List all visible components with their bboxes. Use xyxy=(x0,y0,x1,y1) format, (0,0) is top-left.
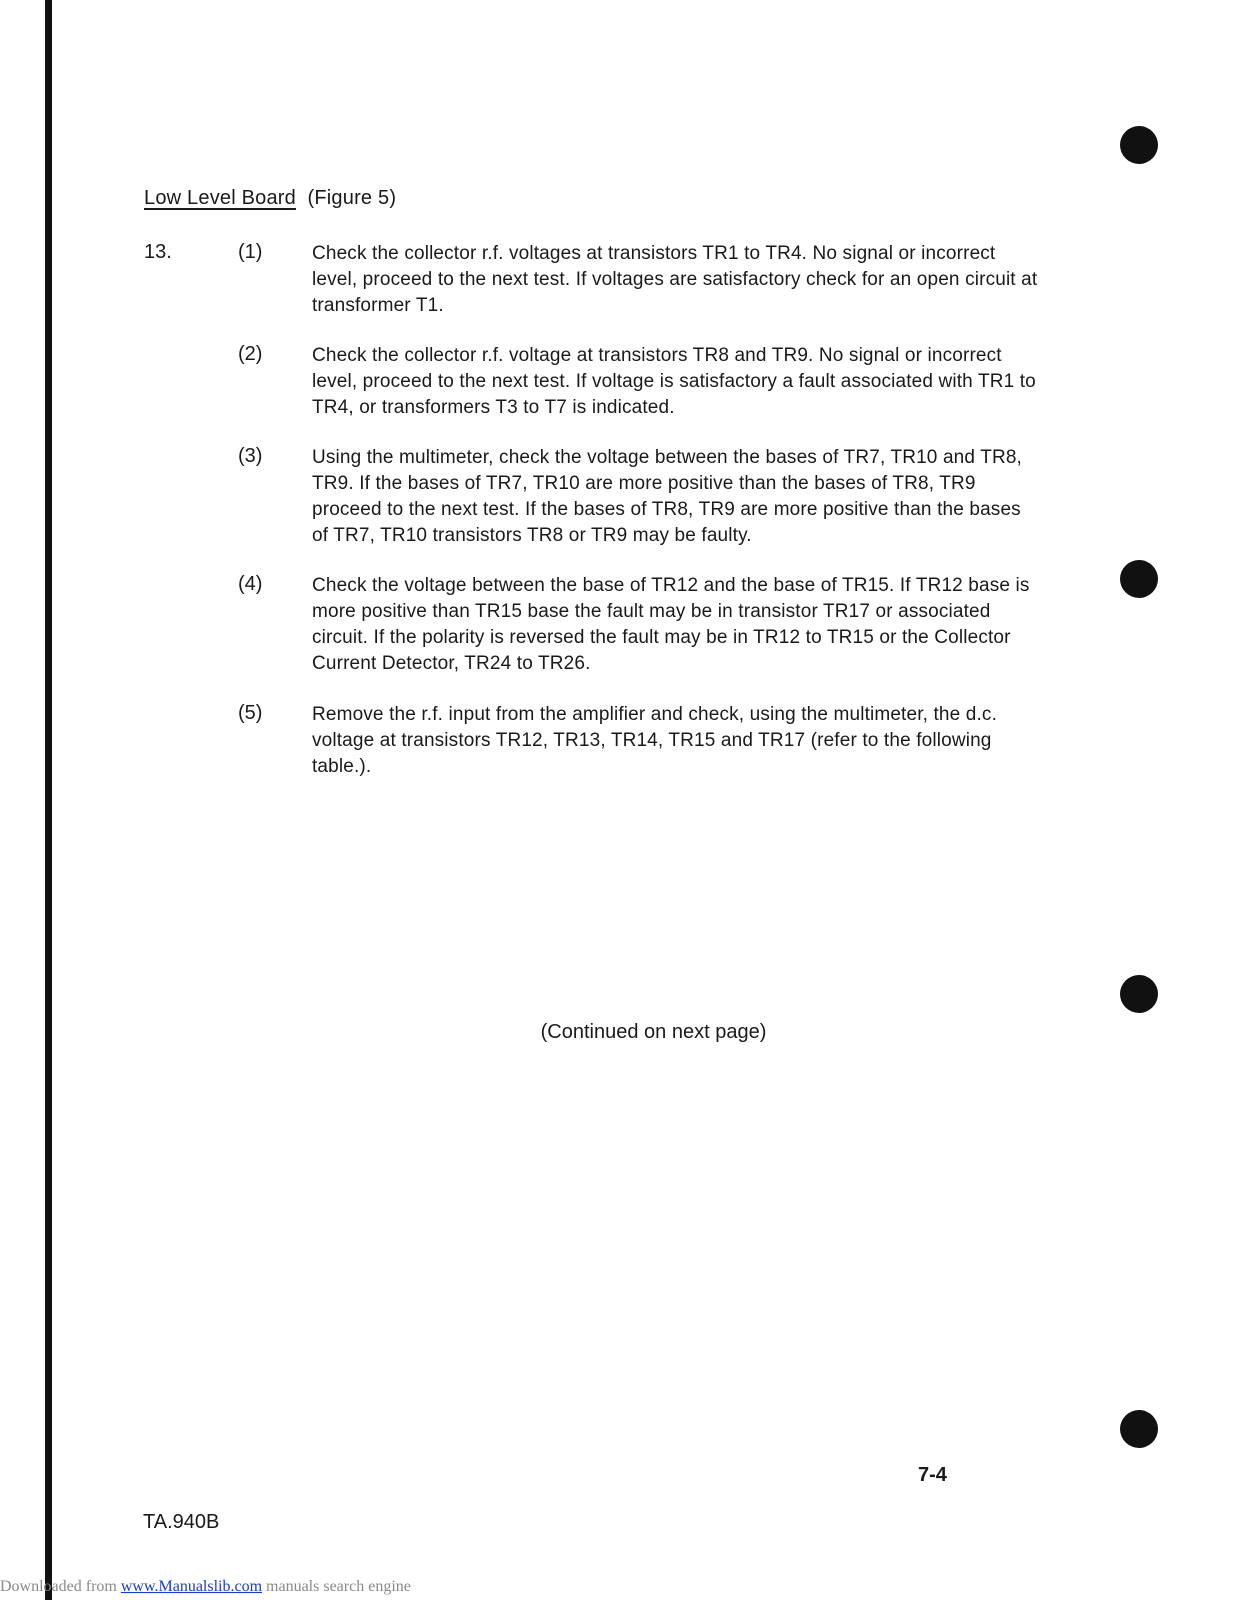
download-footer xyxy=(0,1578,411,1596)
item-number: (1) xyxy=(238,241,263,263)
item-text: Check the collector r.f. voltages at transistors TR1 to TR4. No signal or incorrect level, proceed to the next test. If voltages are satisfactory check for an open circuit at transformer T1. xyxy=(312,243,1038,316)
section-title: Low Level Board xyxy=(144,187,296,209)
footer-prefix: Downloaded from xyxy=(0,1578,121,1595)
item-number: (5) xyxy=(238,702,263,724)
punch-hole-2 xyxy=(1120,560,1158,598)
punch-hole-1 xyxy=(1120,126,1158,164)
footer-suffix: manuals search engine xyxy=(262,1578,411,1595)
binding-edge xyxy=(45,0,52,1600)
page-number: 7-4 xyxy=(918,1464,947,1486)
paragraph-number: 13. xyxy=(144,241,172,263)
item-number: (4) xyxy=(238,573,263,595)
figure-reference: (Figure 5) xyxy=(307,187,397,209)
item-text: Check the voltage between the base of TR12 and the base of TR15. If TR12 base is more positive than TR15 base the fault may be in transistor TR17 or associated circuit. If the polarity is reversed the fault may be in TR12 to TR15 or the Collector Current Detector, TR24 to TR26. xyxy=(312,575,1030,674)
manualslib-link[interactable]: www.Manualslib.com xyxy=(120,1578,263,1595)
punch-hole-4 xyxy=(1120,1410,1158,1448)
document-code: TA.940B xyxy=(143,1511,220,1533)
section-heading xyxy=(144,187,396,210)
item-text: Remove the r.f. input from the amplifier and check, using the multimeter, the d.c. voltage at transistors TR12, TR13, TR14, TR15 and TR17 (refer to the following table.). xyxy=(312,704,998,777)
item-number: (2) xyxy=(238,343,263,365)
item-text: Check the collector r.f. voltage at transistors TR8 and TR9. No signal or incorrect level, proceed to the next test. If voltage is satisfactory a fault associated with TR1 to TR4, or transformers T3 to T7 is indicated. xyxy=(312,345,1036,418)
item-text: Using the multimeter, check the voltage between the bases of TR7, TR10 and TR8, TR9. If the bases of TR7, TR10 are more positive than the bases of TR8, TR9 proceed to the next test. If the bases of TR8, TR9 are more positive than the bases of TR7, TR10 transistors TR8 or TR9 may be faulty. xyxy=(312,447,1022,546)
continued-note: (Continued on next page) xyxy=(540,1021,767,1043)
punch-hole-3 xyxy=(1120,975,1158,1013)
item-number: (3) xyxy=(238,445,263,467)
